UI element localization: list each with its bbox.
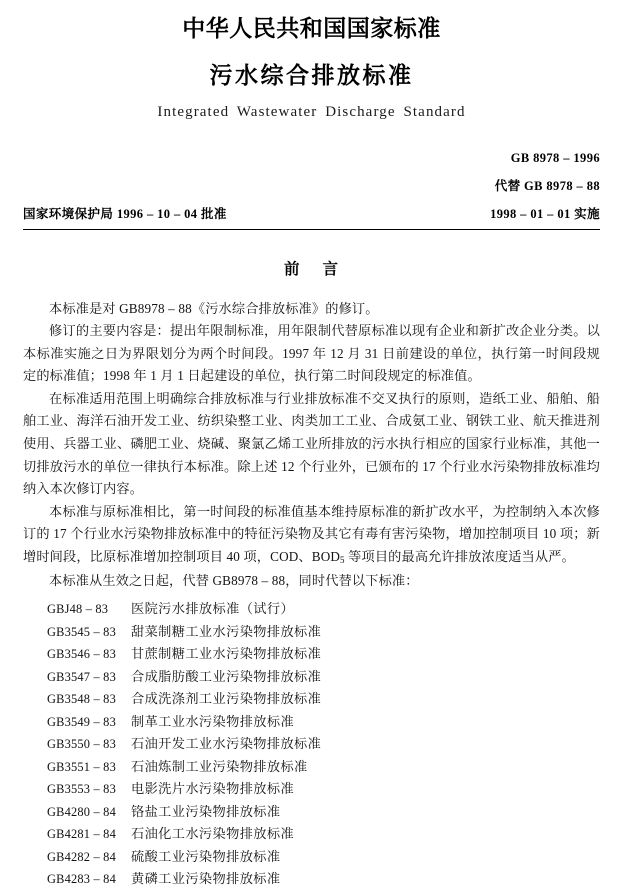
bod-subscript: 5 xyxy=(340,555,345,566)
standard-code-cell: GB4282 – 84 xyxy=(47,849,116,864)
masthead xyxy=(0,0,623,121)
implementation-date: 1998 – 01 – 01 实施 xyxy=(490,206,600,221)
standard-name-english: Integrated Wastewater Discharge Standard xyxy=(157,103,466,120)
standard-code-cell: GB4281 – 84 xyxy=(47,827,116,842)
superseded-standards-list xyxy=(23,598,600,891)
preface-heading-char-1: 前 xyxy=(283,260,301,278)
list-item xyxy=(23,666,600,689)
standard-name-cell: 石油化工水污染物排放标准 xyxy=(131,826,295,842)
standard-name-cell: 石油炼制工业污染物排放标准 xyxy=(131,758,308,774)
preface-paragraph-1: 本标准是对 GB8978 – 88《污水综合排放标准》的修订。 xyxy=(49,300,379,316)
standard-name-cell: 甘蔗制糖工业水污染物排放标准 xyxy=(131,646,322,662)
preface-paragraph-2: 修订的主要内容是：提出年限制标准，用年限制代替原标准以现有企业和新扩改企业分类。以本标准实施之日为界限划分为两个时间段。1997 年 12 月 31 日前建设的单位，执行第一时间段规定的标准值；1998 年 1 月 1 日起建设的单位，执行第二时间段规定的标准值。 xyxy=(23,323,600,384)
list-item xyxy=(23,621,600,644)
standard-code-cell: GB3553 – 83 xyxy=(47,782,116,797)
approval-row xyxy=(0,204,623,222)
standard-code-cell: GB4283 – 84 xyxy=(47,872,116,887)
preface-paragraph-5: 本标准从生效之日起，代替 GB8978 – 88，同时代替以下标准： xyxy=(49,572,419,588)
standard-code-cell: GB3548 – 83 xyxy=(47,692,116,707)
header-divider-rule xyxy=(23,229,600,230)
preface-heading-char-2: 言 xyxy=(322,260,340,278)
list-item xyxy=(23,801,600,824)
list-item xyxy=(23,598,600,621)
standard-name-cell: 制革工业水污染物排放标准 xyxy=(131,713,295,729)
list-item xyxy=(23,756,600,779)
list-item xyxy=(23,778,600,801)
standard-name-cell: 黄磷工业污染物排放标准 xyxy=(131,871,281,887)
standard-name-cell: 铬盐工业污染物排放标准 xyxy=(131,803,281,819)
preface-paragraph-4-before: 本标准与原标准相比，第一时间段的标准值基本维持原标准的新扩改水平，为控制纳入本次修订的 17 个行业水污染物排放标准中的特征污染物及其它有毒有害污染物，增加控制项目 10 项；新增时间段，比原标准增加控制项目 40 项，COD、BOD xyxy=(23,503,600,565)
list-item xyxy=(23,868,600,891)
list-item xyxy=(23,643,600,666)
list-item xyxy=(23,846,600,869)
standard-name-chinese: 污水综合排放标准 xyxy=(209,61,414,88)
standard-name-cell: 电影洗片水污染物排放标准 xyxy=(131,781,295,797)
standard-code-cell: GB4280 – 84 xyxy=(47,804,116,819)
standard-name-cell: 合成洗涤剂工业污染物排放标准 xyxy=(131,691,322,707)
preface-body xyxy=(0,298,623,891)
standard-name-cell: 硫酸工业污染物排放标准 xyxy=(131,848,281,864)
standard-code-cell: GB3546 – 83 xyxy=(47,647,116,662)
standard-code-cell: GB3547 – 83 xyxy=(47,669,116,684)
standard-name-cell: 石油开发工业水污染物排放标准 xyxy=(131,736,322,752)
list-item xyxy=(23,688,600,711)
standard-code-cell: GB3549 – 83 xyxy=(47,714,116,729)
standard-code-cell: GB3551 – 83 xyxy=(47,759,116,774)
list-item xyxy=(23,823,600,846)
preface-paragraph-4-after: 等项目的最高允许排放浓度适当从严。 xyxy=(344,549,575,565)
standard-code: GB 8978 – 1996 xyxy=(510,150,600,165)
standard-name-cell: 甜菜制糖工业水污染物排放标准 xyxy=(131,623,322,639)
standard-name-cell: 合成脂肪酸工业污染物排放标准 xyxy=(131,668,322,684)
replaces-code: 代替 GB 8978 – 88 xyxy=(494,178,600,193)
standard-code-cell: GB3550 – 83 xyxy=(47,737,116,752)
preface-paragraph-3: 在标准适用范围上明确综合排放标准与行业排放标准不交叉执行的原则，造纸工业、船舶、船舶工业、海洋石油开发工业、纺织染整工业、肉类加工工业、合成氨工业、钢铁工业、航天推进剂使用、兵器工业、磷肥工业、烧碱、聚氯乙烯工业所排放的污水执行相应的国家行业标准，其他一切排放污水的单位一律执行本标准。除上述 12 个行业外，已颁布的 17 个行业水污染物排放标准均纳入本次修订内容。 xyxy=(23,390,600,497)
list-item xyxy=(23,711,600,734)
approval-authority-and-date: 国家环境保护局 1996 – 10 – 04 批准 xyxy=(23,206,227,221)
standard-code-cell: GB3545 – 83 xyxy=(47,624,116,639)
preface-paragraph-4 xyxy=(23,501,600,570)
preface-heading xyxy=(0,257,623,279)
list-item xyxy=(23,733,600,756)
national-standard-title: 中华人民共和国国家标准 xyxy=(182,15,441,41)
standard-code-cell: GBJ48 – 83 xyxy=(47,602,109,617)
standard-name-cell: 医院污水排放标准（试行） xyxy=(131,601,295,617)
